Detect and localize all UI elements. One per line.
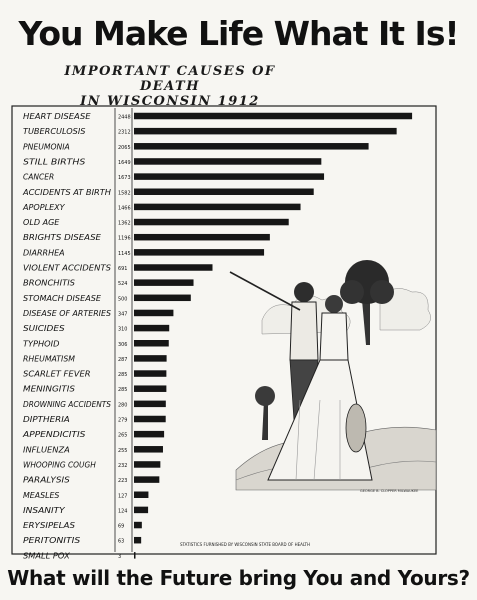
value-label: 287: [118, 356, 128, 363]
chart-credit-text: STATISTICS FURNISHED BY WISCONSIN STATE BOARD OF HEALTH: [180, 542, 311, 547]
category-label: ACCIDENTS AT BIRTH: [21, 187, 112, 197]
bar-pneumonia: [134, 143, 369, 150]
bar-accidents-at-birth: [134, 189, 314, 196]
category-label: DROWNING ACCIDENTS: [23, 399, 111, 409]
bar-cancer: [134, 173, 324, 180]
category-label: ERYSIPELAS: [23, 521, 75, 531]
bar-appendicitis: [134, 431, 164, 438]
category-label: TYPHOID: [23, 339, 60, 349]
value-label: 2312: [118, 129, 131, 136]
category-label: VIOLENT ACCIDENTS: [23, 263, 111, 273]
value-label: 310: [118, 326, 128, 333]
category-label: PARALYSIS: [23, 475, 70, 485]
value-label: 524: [118, 281, 128, 288]
bar-whooping-cough: [134, 461, 160, 468]
value-label: 223: [118, 478, 128, 485]
category-label: MEASLES: [23, 490, 60, 500]
value-label: 2448: [118, 114, 131, 121]
category-label: RHEUMATISM: [23, 354, 76, 364]
category-label: STILL BIRTHS: [23, 157, 86, 167]
bar-diptheria: [134, 416, 166, 423]
value-label: 232: [118, 462, 128, 469]
category-label: CANCER: [23, 172, 55, 182]
chart-category-labels: [22, 112, 111, 560]
value-label: 3: [118, 553, 122, 560]
bar-diarrhea: [134, 249, 264, 256]
value-label: 285: [118, 372, 128, 379]
value-label: 280: [118, 402, 128, 409]
bar-heart-disease: [134, 113, 412, 120]
chart-title-line-1: IMPORTANT CAUSES OF DEATH: [64, 64, 276, 94]
value-label: 124: [118, 508, 128, 515]
category-label: STOMACH DISEASE: [23, 293, 102, 303]
bar-rheumatism: [134, 355, 167, 362]
bar-drowning-accidents: [134, 401, 166, 408]
bar-stomach-disease: [134, 295, 191, 302]
bar-old-age: [134, 219, 289, 226]
value-label: 127: [118, 493, 128, 500]
value-label: 69: [118, 523, 125, 530]
value-label: 1649: [118, 159, 131, 166]
bar-disease-of-arteries: [134, 310, 173, 317]
value-label: 1466: [118, 205, 131, 212]
value-label: 691: [118, 266, 128, 272]
bar-peritonitis: [134, 537, 141, 544]
category-label: DIPTHERIA: [23, 415, 70, 424]
category-label: SUICIDES: [23, 324, 65, 334]
bar-bronchitis: [134, 279, 194, 286]
bar-insanity: [134, 507, 148, 514]
value-label: 265: [118, 432, 128, 439]
poster-footer: What will the Future bring You and Yours?: [7, 566, 470, 590]
value-label: 306: [118, 341, 128, 348]
value-label: 1673: [118, 175, 131, 182]
chart-title-line-2: IN WISCONSIN 1912: [80, 94, 260, 109]
category-label: PERITONITIS: [23, 536, 81, 546]
value-label: 63: [118, 538, 125, 545]
bar-typhoid: [134, 340, 169, 347]
bar-brights-disease: [134, 234, 270, 241]
bar-meningitis: [134, 385, 166, 392]
value-label: 285: [118, 387, 128, 394]
artist-signature: GEORGE B. CLOPPER MILWAUKEE: [360, 489, 419, 493]
category-label: BRIGHTS DISEASE: [23, 233, 103, 243]
value-label: 1362: [118, 220, 131, 227]
category-label: TUBERCULOSIS: [23, 127, 86, 137]
category-label: PNEUMONIA: [23, 142, 70, 152]
bar-tuberculosis: [134, 128, 397, 134]
farm-couple-illustration: [230, 260, 436, 490]
value-label: 347: [118, 311, 128, 318]
category-label: SMALL POX: [23, 551, 71, 561]
value-label: 500: [118, 296, 128, 303]
category-label: BRONCHITIS: [23, 278, 75, 288]
value-label: 1196: [118, 235, 131, 242]
value-label: 2065: [118, 144, 131, 151]
bar-measles: [134, 492, 148, 499]
category-label: MENINGITIS: [23, 384, 75, 394]
bar-suicides: [134, 325, 169, 332]
poster-headline: You Make Life What It Is!: [18, 14, 459, 53]
category-label: INSANITY: [23, 505, 66, 515]
category-label: OLD AGE: [23, 218, 61, 228]
bar-violent-accidents: [134, 264, 212, 271]
bar-small-pox: [134, 552, 136, 559]
value-label: 1145: [118, 250, 131, 257]
category-label: APPENDICITIS: [21, 430, 86, 440]
category-label: INFLUENZA: [23, 445, 70, 455]
value-label: 1582: [118, 190, 131, 197]
value-label: 255: [118, 447, 128, 454]
category-label: DISEASE OF ARTERIES: [23, 308, 111, 318]
bar-erysipelas: [134, 522, 142, 529]
category-label: DIARRHEA: [23, 248, 65, 258]
category-label: SCARLET FEVER: [23, 369, 91, 379]
category-label: HEART DISEASE: [23, 112, 92, 121]
bar-influenza: [134, 446, 163, 453]
bar-paralysis: [134, 476, 159, 483]
bar-still-births: [134, 158, 321, 165]
value-label: 279: [118, 417, 128, 424]
bar-apoplexy: [134, 204, 301, 211]
chart-value-labels: [118, 115, 131, 560]
category-label: APOPLEXY: [21, 202, 66, 212]
category-label: WHOOPING COUGH: [23, 460, 96, 470]
bar-scarlet-fever: [134, 370, 166, 377]
